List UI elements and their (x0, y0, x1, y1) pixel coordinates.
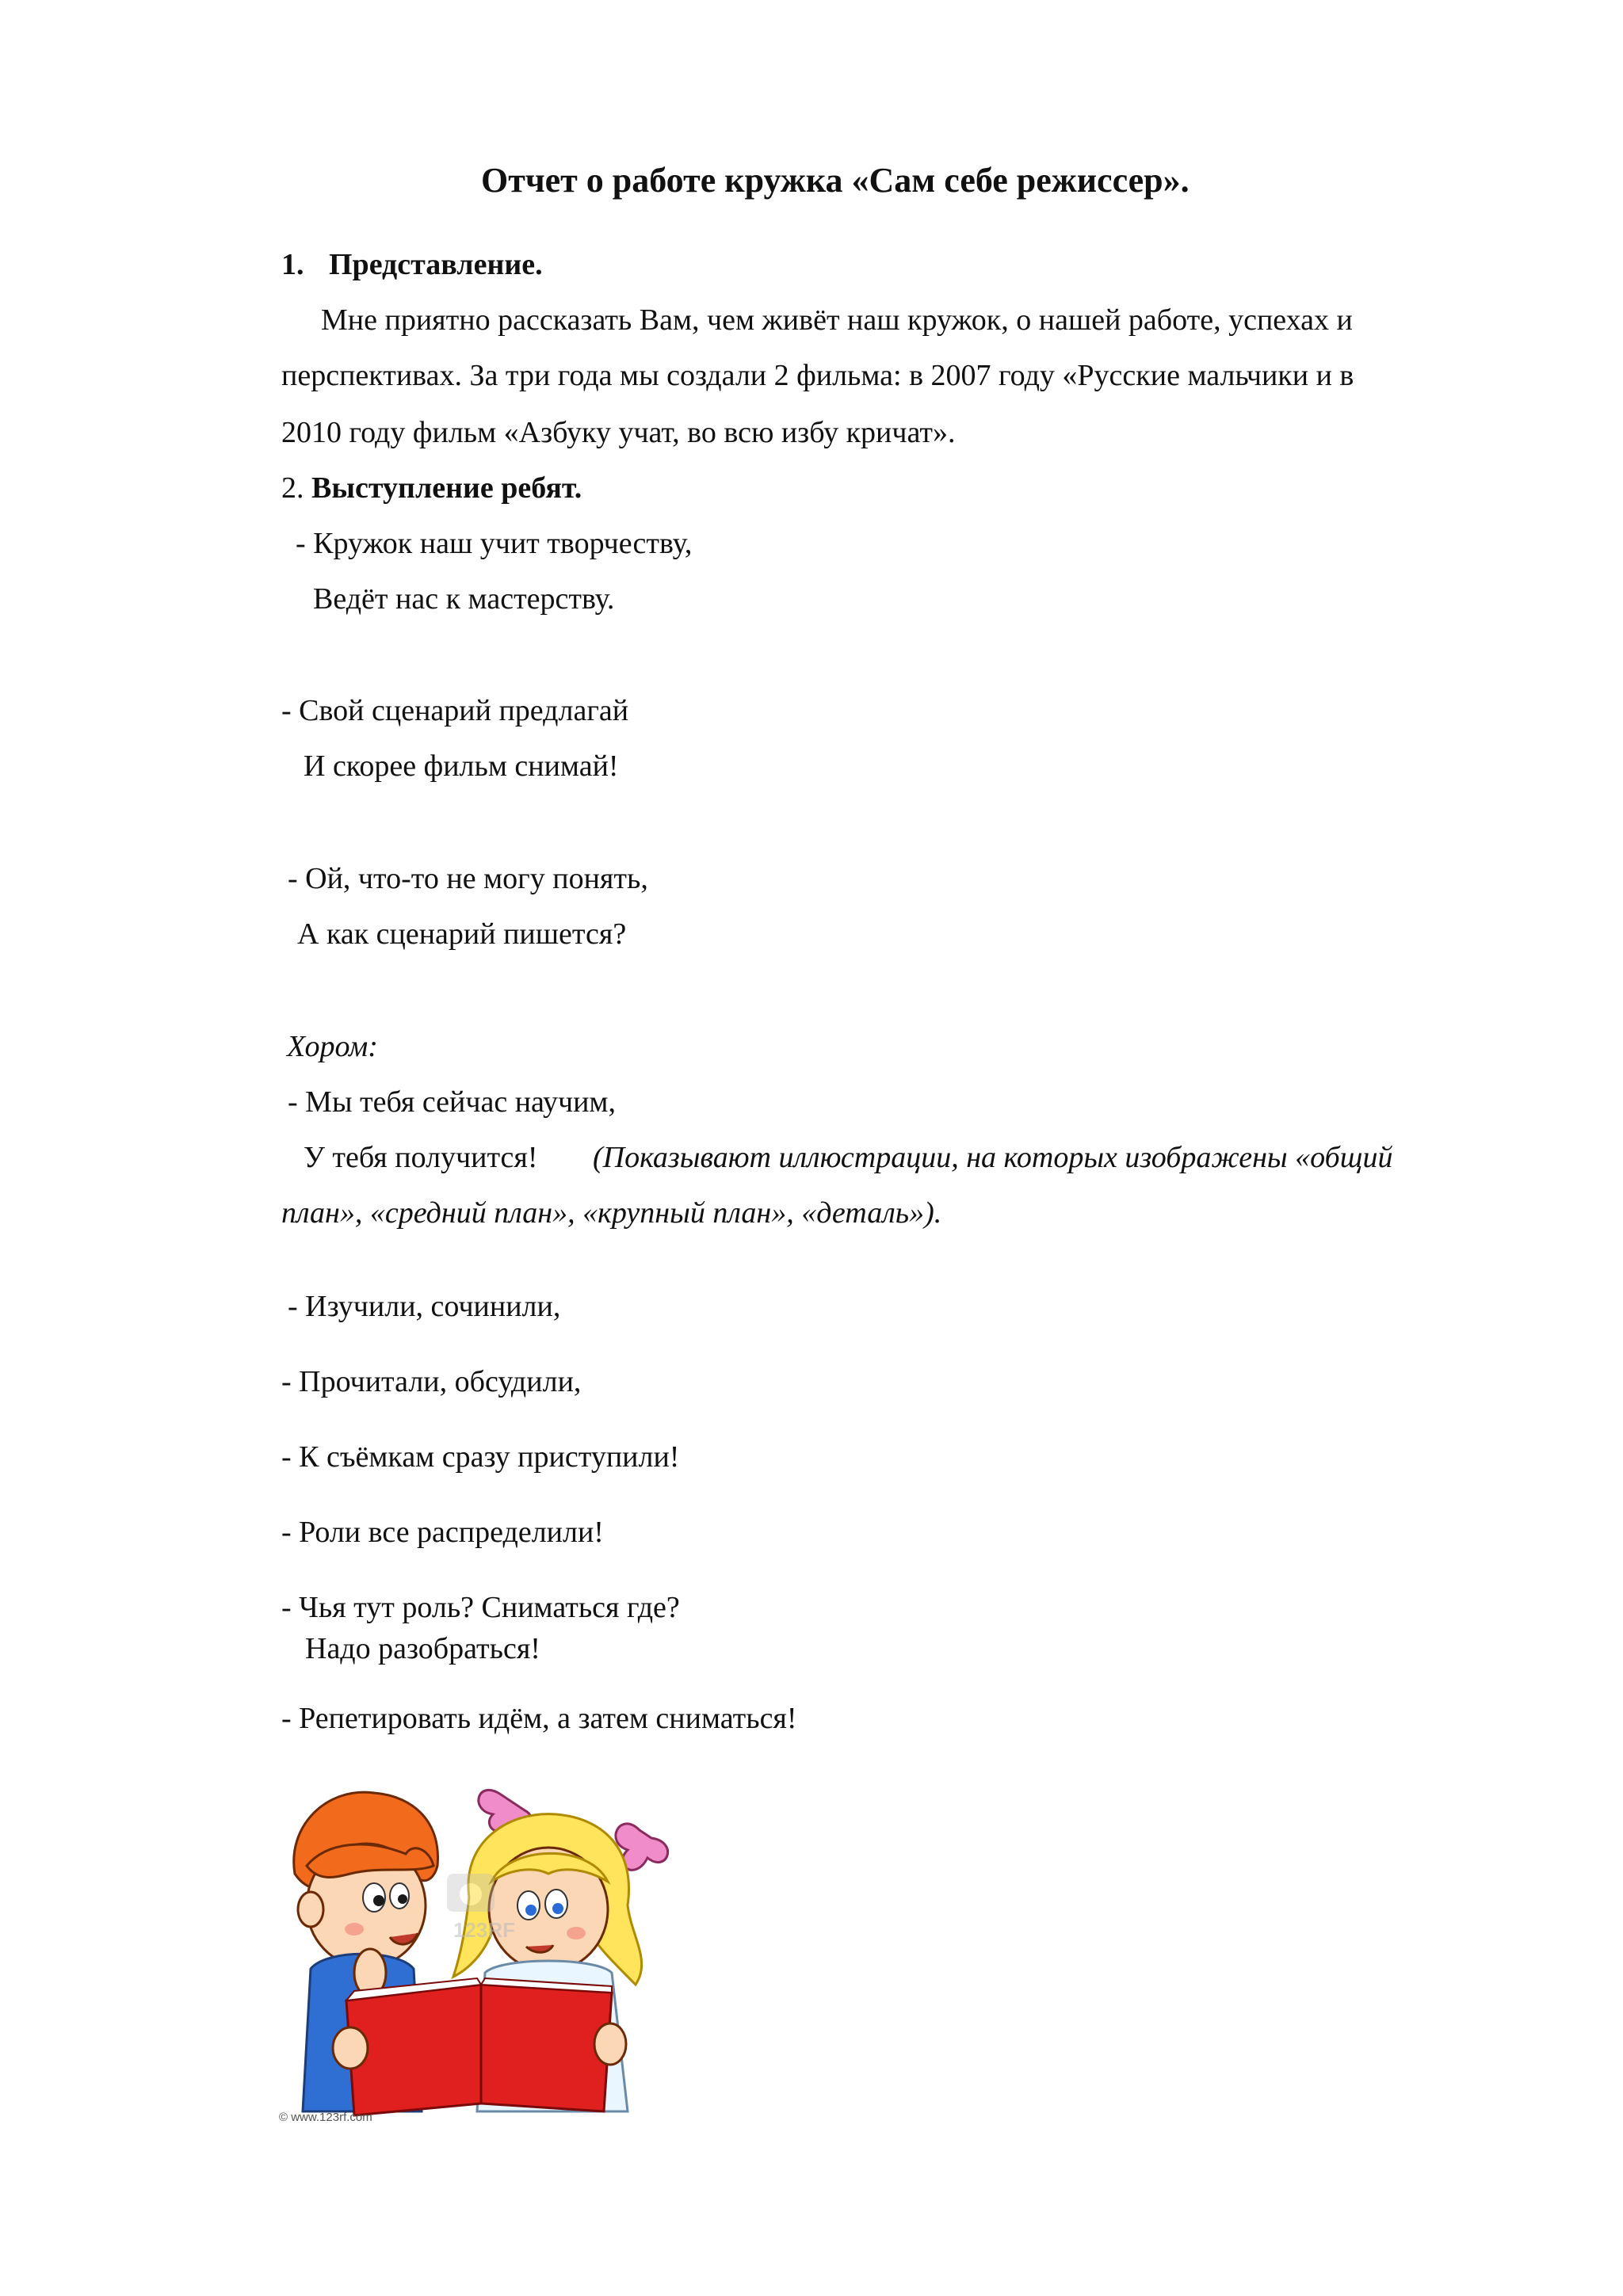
stage-direction: план», «средний план», «крупный план», «деталь»). (281, 1196, 942, 1230)
verse-line: - Чья тут роль? Сниматься где? (281, 1591, 680, 1624)
verse-line: - Репетировать идём, а затем сниматься! (281, 1702, 797, 1735)
verse-line: - К съёмкам сразу приступили! (281, 1440, 680, 1474)
paragraph-line-3: 2010 году фильм «Азбуку учат, во всю избу кричат». (281, 416, 956, 449)
section-1-heading: Представление. (329, 248, 543, 281)
children-reading-drawing (279, 1779, 723, 2127)
verse-line: - Прочитали, обсудили, (281, 1365, 582, 1398)
verse-line: - Изучили, сочинили, (288, 1290, 561, 1323)
verse-line: - Свой сценарий предлагай (281, 694, 629, 727)
verse-line: - Мы тебя сейчас научим, (288, 1085, 616, 1119)
page-title: Отчет о работе кружка «Сам себе режиссер». (481, 161, 1190, 200)
chorus-label: Хором: (287, 1030, 378, 1063)
stage-direction: (Показывают иллюстрации, на которых изображены «общий (593, 1141, 1393, 1174)
section-1-number: 1. (281, 248, 304, 281)
verse-line: А как сценарий пишется? (297, 917, 627, 951)
verse-line: - Кружок наш учит творчеству, (296, 527, 693, 560)
image-credit: © www.123rf.com (279, 2111, 372, 2124)
watermark-icon (447, 1874, 495, 1912)
section-2-heading (281, 473, 582, 503)
watermark-text: 123RF (453, 1918, 516, 1942)
verse-line: Ведёт нас к мастерству. (313, 582, 615, 616)
children-reading-illustration (279, 1779, 723, 2127)
verse-line: И скорее фильм снимай! (304, 749, 619, 783)
verse-line: Надо разобраться! (305, 1632, 540, 1665)
paragraph-line-2: перспективах. За три года мы создали 2 фильма: в 2007 году «Русские мальчики и в (281, 359, 1354, 392)
verse-line: - Роли все распределили! (281, 1516, 604, 1549)
verse-line: У тебя получится! (304, 1141, 538, 1174)
section-2-number: 2. (281, 471, 304, 505)
section-2-title: Выступление ребят. (311, 471, 582, 505)
verse-line: - Ой, что-то не могу понять, (288, 862, 648, 895)
paragraph-line-1: Мне приятно рассказать Вам, чем живёт наш кружок, о нашей работе, успехах и (321, 303, 1353, 337)
